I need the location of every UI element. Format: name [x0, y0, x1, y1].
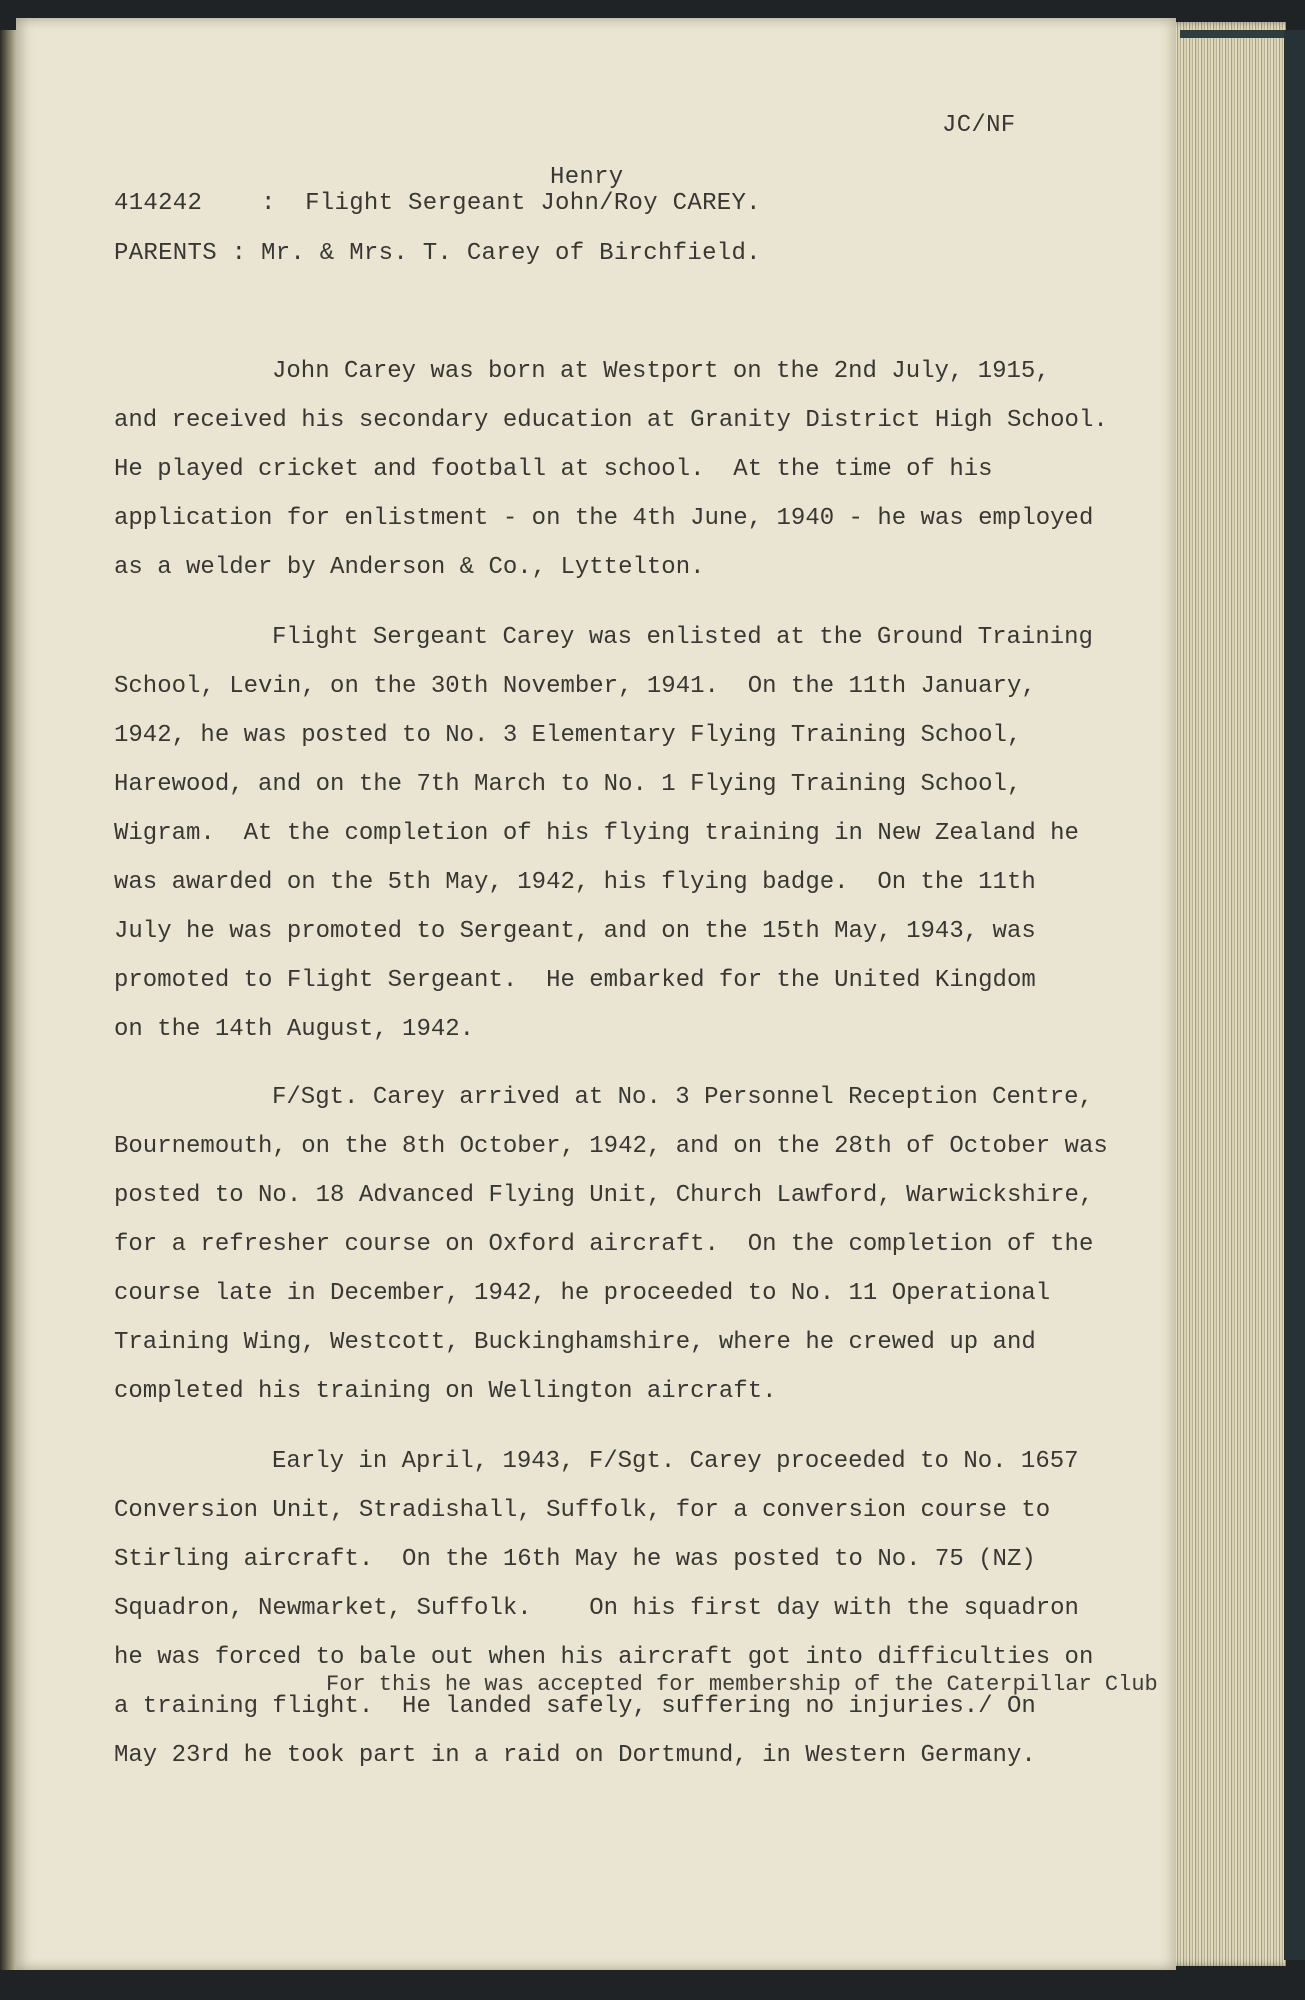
service-number: 414242 — [114, 190, 203, 217]
paragraph-line: was awarded on the 5th May, 1942, his flying badge. On the 11th — [114, 869, 1036, 896]
paragraph-line: Bournemouth, on the 8th October, 1942, and on the 28th of October was — [114, 1133, 1108, 1160]
parents-text: Mr. & Mrs. T. Carey of Birchfield. — [261, 240, 761, 267]
paragraph-line: a training flight. He landed safely, suffering no injuries./ On — [114, 1693, 1036, 1720]
inserted-name-henry: Henry — [550, 164, 624, 191]
paragraph-line: Training Wing, Westcott, Buckinghamshire, where he crewed up and — [114, 1329, 1036, 1356]
paragraph-line: application for enlistment - on the 4th June, 1940 - he was employed — [114, 505, 1094, 532]
paragraph-line: posted to No. 18 Advanced Flying Unit, Church Lawford, Warwickshire, — [114, 1182, 1094, 1209]
reference-code: JC/NF — [942, 112, 1016, 139]
paragraph-line: 1942, he was posted to No. 3 Elementary Flying Training School, — [114, 722, 1022, 749]
paragraph-operational — [114, 1448, 1114, 1791]
inserted-caterpillar-club-note: For this he was accepted for membership of the Caterpillar Club — [326, 1672, 1158, 1697]
rank-and-name: : Flight Sergeant John/Roy CAREY. — [261, 190, 761, 217]
page-edges — [1160, 22, 1286, 1966]
paragraph-line: School, Levin, on the 30th November, 1941. On the 11th January, — [114, 673, 1036, 700]
paragraph-line: promoted to Flight Sergeant. He embarked for the United Kingdom — [114, 967, 1036, 994]
paragraph-line: July he was promoted to Sergeant, and on the 15th May, 1943, was — [114, 918, 1036, 945]
paragraph-line: Stirling aircraft. On the 16th May he was posted to No. 75 (NZ) — [114, 1546, 1036, 1573]
paragraph-line: he was forced to bale out when his aircraft got into difficulties on — [114, 1644, 1094, 1671]
book-cover-right — [1284, 30, 1305, 1960]
paragraph-line: as a welder by Anderson & Co., Lyttelton. — [114, 554, 705, 581]
paragraph-line: course late in December, 1942, he proceeded to No. 11 Operational — [114, 1280, 1051, 1307]
paragraph-uk-training — [114, 1084, 1114, 1427]
paragraph-line: Wigram. At the completion of his flying training in New Zealand he — [114, 820, 1079, 847]
paragraph-line: on the 14th August, 1942. — [114, 1016, 475, 1043]
paragraph-line: John Carey was born at Westport on the 2nd July, 1915, — [272, 358, 1050, 385]
paragraph-line: Early in April, 1943, F/Sgt. Carey proceeded to No. 1657 — [272, 1448, 1079, 1475]
paragraph-line: May 23rd he took part in a raid on Dortmund, in Western Germany. — [114, 1742, 1036, 1769]
paragraph-line: Squadron, Newmarket, Suffolk. On his first day with the squadron — [114, 1595, 1079, 1622]
paragraph-training-nz — [114, 624, 1114, 1065]
paragraph-line: Conversion Unit, Stradishall, Suffolk, for a conversion course to — [114, 1497, 1051, 1524]
paragraph-line: and received his secondary education at Granity District High School. — [114, 407, 1108, 434]
paragraph-line: completed his training on Wellington aircraft. — [114, 1378, 777, 1405]
paragraph-line: Flight Sergeant Carey was enlisted at the Ground Training — [272, 624, 1093, 651]
paragraph-line: He played cricket and football at school. At the time of his — [114, 456, 993, 483]
paragraph-line: F/Sgt. Carey arrived at No. 3 Personnel Reception Centre, — [272, 1084, 1093, 1111]
parents-label: PARENTS : — [114, 240, 247, 267]
paragraph-early-life — [114, 358, 1114, 603]
paragraph-line: Harewood, and on the 7th March to No. 1 Flying Training School, — [114, 771, 1022, 798]
paragraph-line: for a refresher course on Oxford aircraft. On the completion of the — [114, 1231, 1094, 1258]
